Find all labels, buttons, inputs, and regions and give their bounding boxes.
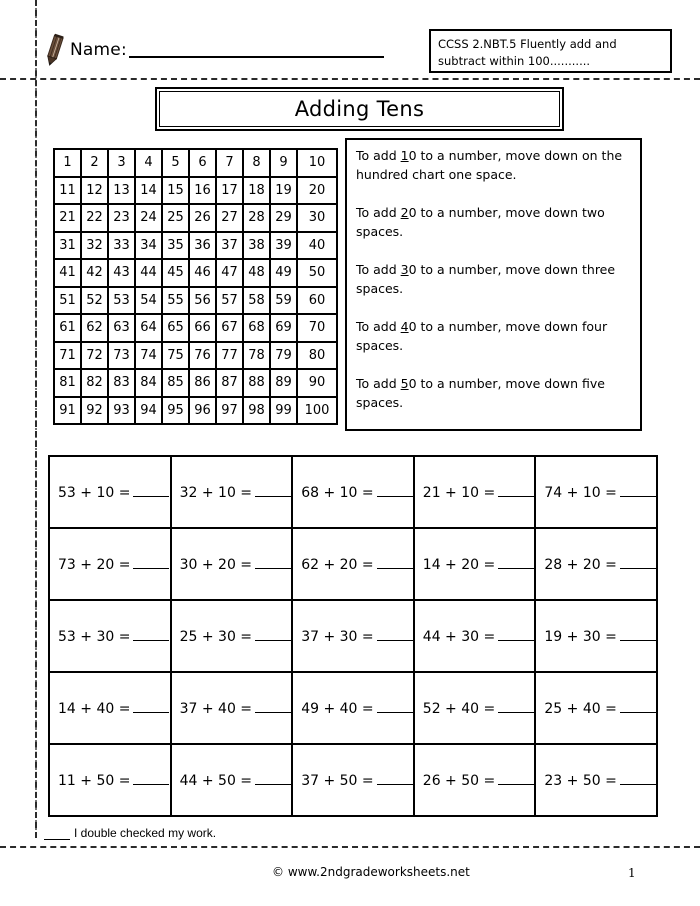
hundred-chart-cell: 69 <box>270 314 297 342</box>
hundred-chart-cell: 41 <box>54 259 81 287</box>
problem-expression: 21 + 10 = <box>422 485 496 501</box>
hundred-chart-cell: 35 <box>162 232 189 260</box>
answer-blank[interactable] <box>133 555 169 569</box>
hundred-chart-cell: 73 <box>108 342 135 370</box>
answer-blank[interactable] <box>620 627 656 641</box>
hundred-chart-cell: 63 <box>108 314 135 342</box>
page-title: Adding Tens <box>294 97 425 121</box>
hundred-chart-cell: 61 <box>54 314 81 342</box>
hundred-chart-cell: 99 <box>270 397 297 425</box>
hundred-chart-cell: 12 <box>81 177 108 205</box>
hundred-chart-cell: 51 <box>54 287 81 315</box>
problem-expression: 19 + 30 = <box>544 629 617 645</box>
problem-cell <box>171 528 293 600</box>
hundred-chart-cell: 7 <box>216 149 243 177</box>
hundred-chart-cell: 79 <box>270 342 297 370</box>
problem-cell <box>535 528 657 600</box>
hundred-chart-cell: 62 <box>81 314 108 342</box>
hundred-chart-cell: 29 <box>270 204 297 232</box>
worksheet-title-box <box>155 87 564 131</box>
hundred-chart-cell: 26 <box>189 204 216 232</box>
hundred-chart-cell: 18 <box>243 177 270 205</box>
ccss-standard-box <box>429 29 672 73</box>
hundred-chart-row <box>54 314 337 342</box>
hundred-chart-row <box>54 397 337 425</box>
problem-expression: 68 + 10 = <box>301 485 374 501</box>
hundred-chart-cell: 84 <box>135 369 162 397</box>
instruction-rest: 0 to a number, move down five spaces. <box>356 376 605 410</box>
hundred-chart-cell: 97 <box>216 397 243 425</box>
hundred-chart-cell: 14 <box>135 177 162 205</box>
hundred-chart-row <box>54 259 337 287</box>
answer-blank[interactable] <box>133 627 169 641</box>
instruction-rest: 0 to a number, move down two spaces. <box>356 205 605 239</box>
problem-cell <box>171 456 293 528</box>
hundred-chart-cell: 75 <box>162 342 189 370</box>
hundred-chart-cell: 30 <box>297 204 337 232</box>
instruction-underlined-digit: 2 <box>400 205 409 220</box>
table-row <box>49 456 657 528</box>
answer-blank[interactable] <box>133 483 169 497</box>
hundred-chart-cell: 60 <box>297 287 337 315</box>
hundred-chart-cell: 98 <box>243 397 270 425</box>
hundred-chart-cell: 40 <box>297 232 337 260</box>
instruction-line <box>356 203 631 241</box>
hundred-chart-cell: 20 <box>297 177 337 205</box>
hundred-chart-cell: 64 <box>135 314 162 342</box>
hundred-chart-cell: 72 <box>81 342 108 370</box>
hundred-chart-cell: 45 <box>162 259 189 287</box>
answer-blank[interactable] <box>498 555 534 569</box>
answer-blank[interactable] <box>377 555 413 569</box>
problem-cell <box>535 600 657 672</box>
pencil-icon <box>42 33 68 67</box>
answer-blank[interactable] <box>377 483 413 497</box>
hundred-chart-cell: 56 <box>189 287 216 315</box>
double-check-label: I double checked my work. <box>74 826 217 840</box>
hundred-chart-row <box>54 287 337 315</box>
problem-expression: 28 + 20 = <box>544 557 617 573</box>
hundred-chart-row <box>54 149 337 177</box>
instruction-rest: 0 to a number, move down on the hundred chart one space. <box>356 148 623 182</box>
problem-expression: 53 + 10 = <box>58 485 131 501</box>
hundred-chart-cell: 23 <box>108 204 135 232</box>
problem-cell <box>414 672 536 744</box>
instructions-box <box>345 138 642 431</box>
problem-cell <box>292 744 414 816</box>
answer-blank[interactable] <box>377 771 413 785</box>
hundred-chart-cell: 93 <box>108 397 135 425</box>
answer-blank[interactable] <box>620 699 656 713</box>
hundred-chart-cell: 65 <box>162 314 189 342</box>
hundred-chart-cell: 92 <box>81 397 108 425</box>
hundred-chart-cell: 78 <box>243 342 270 370</box>
answer-blank[interactable] <box>255 699 291 713</box>
answer-blank[interactable] <box>498 699 534 713</box>
instruction-underlined-digit: 3 <box>400 262 409 277</box>
hundred-chart-cell: 21 <box>54 204 81 232</box>
hundred-chart-cell: 10 <box>297 149 337 177</box>
hundred-chart-cell: 31 <box>54 232 81 260</box>
hundred-chart-cell: 25 <box>162 204 189 232</box>
instruction-underlined-digit: 4 <box>400 319 409 334</box>
hundred-chart-cell: 5 <box>162 149 189 177</box>
answer-blank[interactable] <box>133 699 169 713</box>
hundred-chart-row <box>54 342 337 370</box>
hundred-chart-cell: 17 <box>216 177 243 205</box>
hundred-chart-cell: 89 <box>270 369 297 397</box>
problem-cell <box>414 528 536 600</box>
hundred-chart-row <box>54 369 337 397</box>
hundred-chart-cell: 90 <box>297 369 337 397</box>
hundred-chart-cell: 16 <box>189 177 216 205</box>
problem-expression: 44 + 50 = <box>179 773 253 789</box>
hundred-chart-cell: 100 <box>297 397 337 425</box>
hundred-chart-cell: 32 <box>81 232 108 260</box>
problem-expression: 26 + 50 = <box>422 773 496 789</box>
copyright-notice: © www.2ndgradeworksheets.net <box>272 865 470 879</box>
instruction-line <box>356 260 631 298</box>
instruction-prefix: To add <box>356 148 401 163</box>
hundred-chart-cell: 67 <box>216 314 243 342</box>
answer-blank[interactable] <box>255 771 291 785</box>
hundred-chart-cell: 46 <box>189 259 216 287</box>
hundred-chart-cell: 48 <box>243 259 270 287</box>
instruction-prefix: To add <box>356 205 401 220</box>
ccss-standard-text: CCSS 2.NBT.5 Fluently add and subtract within 100........... <box>438 37 617 68</box>
hundred-chart-cell: 66 <box>189 314 216 342</box>
hundred-chart-body <box>54 149 337 424</box>
table-row <box>49 744 657 816</box>
hundred-chart-cell: 81 <box>54 369 81 397</box>
hundred-chart-cell: 43 <box>108 259 135 287</box>
name-label: Name: <box>70 40 127 60</box>
hundred-chart-cell: 36 <box>189 232 216 260</box>
problem-cell <box>49 528 171 600</box>
instruction-line <box>356 317 631 355</box>
problem-expression: 25 + 30 = <box>179 629 253 645</box>
problem-cell <box>414 744 536 816</box>
hundred-chart-cell: 91 <box>54 397 81 425</box>
hundred-chart-cell: 44 <box>135 259 162 287</box>
problem-expression: 30 + 20 = <box>179 557 253 573</box>
hundred-chart-cell: 57 <box>216 287 243 315</box>
hundred-chart-cell: 37 <box>216 232 243 260</box>
hundred-chart-cell: 2 <box>81 149 108 177</box>
page-margin-guide-top <box>0 78 700 80</box>
instruction-prefix: To add <box>356 376 401 391</box>
hundred-chart-cell: 22 <box>81 204 108 232</box>
problem-expression: 74 + 10 = <box>544 485 617 501</box>
problem-cell <box>49 672 171 744</box>
answer-blank[interactable] <box>498 483 534 497</box>
hundred-chart-row <box>54 177 337 205</box>
hundred-chart-cell: 11 <box>54 177 81 205</box>
problem-cell <box>292 600 414 672</box>
hundred-chart-cell: 55 <box>162 287 189 315</box>
hundred-chart-cell: 86 <box>189 369 216 397</box>
hundred-chart-row <box>54 204 337 232</box>
answer-blank[interactable] <box>620 555 656 569</box>
problem-expression: 49 + 40 = <box>301 701 374 717</box>
double-check-blank[interactable] <box>44 828 70 840</box>
problem-cell <box>171 672 293 744</box>
problem-cell <box>292 672 414 744</box>
problem-cell <box>292 528 414 600</box>
table-row <box>49 600 657 672</box>
problem-expression: 44 + 30 = <box>422 629 496 645</box>
hundred-chart-cell: 80 <box>297 342 337 370</box>
hundred-chart-cell: 27 <box>216 204 243 232</box>
hundred-chart-cell: 58 <box>243 287 270 315</box>
hundred-chart-cell: 34 <box>135 232 162 260</box>
problem-expression: 73 + 20 = <box>58 557 131 573</box>
instruction-underlined-digit: 1 <box>400 148 409 163</box>
hundred-chart-cell: 9 <box>270 149 297 177</box>
hundred-chart-cell: 4 <box>135 149 162 177</box>
table-row <box>49 528 657 600</box>
hundred-chart-cell: 38 <box>243 232 270 260</box>
hundred-chart-cell: 88 <box>243 369 270 397</box>
instruction-line <box>356 374 631 412</box>
hundred-chart-cell: 42 <box>81 259 108 287</box>
answer-blank[interactable] <box>498 771 534 785</box>
instruction-rest: 0 to a number, move down four spaces. <box>356 319 608 353</box>
hundred-chart-cell: 33 <box>108 232 135 260</box>
hundred-chart-cell: 6 <box>189 149 216 177</box>
hundred-chart-cell: 87 <box>216 369 243 397</box>
problem-expression: 14 + 40 = <box>58 701 131 717</box>
hundred-chart-cell: 74 <box>135 342 162 370</box>
hundred-chart-cell: 3 <box>108 149 135 177</box>
hundred-chart-cell: 71 <box>54 342 81 370</box>
page-margin-guide-bottom <box>0 846 700 848</box>
hundred-chart-cell: 68 <box>243 314 270 342</box>
table-row <box>49 672 657 744</box>
hundred-chart-cell: 54 <box>135 287 162 315</box>
hundred-chart-cell: 96 <box>189 397 216 425</box>
instruction-rest: 0 to a number, move down three spaces. <box>356 262 616 296</box>
answer-blank[interactable] <box>498 627 534 641</box>
hundred-chart-cell: 52 <box>81 287 108 315</box>
answer-blank[interactable] <box>377 699 413 713</box>
answer-blank[interactable] <box>377 627 413 641</box>
answer-blank[interactable] <box>620 483 656 497</box>
name-row <box>42 28 384 72</box>
problem-expression: 14 + 20 = <box>422 557 496 573</box>
problem-expression: 37 + 50 = <box>301 773 374 789</box>
hundred-chart-cell: 28 <box>243 204 270 232</box>
problem-grid <box>48 455 658 817</box>
hundred-chart-cell: 83 <box>108 369 135 397</box>
hundred-chart-cell: 85 <box>162 369 189 397</box>
problem-cell <box>49 600 171 672</box>
hundred-chart-row <box>54 232 337 260</box>
hundred-chart-cell: 8 <box>243 149 270 177</box>
problem-expression: 25 + 40 = <box>544 701 617 717</box>
hundred-chart-cell: 77 <box>216 342 243 370</box>
instruction-underlined-digit: 5 <box>400 376 409 391</box>
problem-cell <box>414 600 536 672</box>
hundred-chart-cell: 95 <box>162 397 189 425</box>
problem-expression: 37 + 40 = <box>179 701 253 717</box>
hundred-chart-cell: 53 <box>108 287 135 315</box>
problem-cell <box>171 600 293 672</box>
hundred-chart-cell: 59 <box>270 287 297 315</box>
problem-cell <box>292 456 414 528</box>
problem-cell <box>535 672 657 744</box>
problem-grid-body <box>49 456 657 816</box>
problem-expression: 62 + 20 = <box>301 557 374 573</box>
hundred-chart-cell: 94 <box>135 397 162 425</box>
hundred-chart-cell: 82 <box>81 369 108 397</box>
page-number: 1 <box>628 866 636 880</box>
problem-cell <box>49 456 171 528</box>
hundred-chart <box>53 148 338 425</box>
name-input-line[interactable] <box>129 42 384 58</box>
double-check-row <box>44 826 216 840</box>
hundred-chart-cell: 13 <box>108 177 135 205</box>
problem-expression: 23 + 50 = <box>544 773 617 789</box>
instruction-prefix: To add <box>356 262 401 277</box>
hundred-chart-cell: 47 <box>216 259 243 287</box>
instruction-line <box>356 146 631 184</box>
hundred-chart-cell: 1 <box>54 149 81 177</box>
problem-expression: 11 + 50 = <box>58 773 131 789</box>
hundred-chart-cell: 70 <box>297 314 337 342</box>
problem-expression: 52 + 40 = <box>422 701 496 717</box>
problem-expression: 32 + 10 = <box>179 485 253 501</box>
hundred-chart-cell: 19 <box>270 177 297 205</box>
answer-blank[interactable] <box>255 555 291 569</box>
problem-cell <box>171 744 293 816</box>
hundred-chart-cell: 49 <box>270 259 297 287</box>
answer-blank[interactable] <box>620 771 656 785</box>
problem-expression: 37 + 30 = <box>301 629 374 645</box>
hundred-chart-cell: 15 <box>162 177 189 205</box>
problem-expression: 53 + 30 = <box>58 629 131 645</box>
hundred-chart-cell: 76 <box>189 342 216 370</box>
answer-blank[interactable] <box>133 771 169 785</box>
hundred-chart-cell: 24 <box>135 204 162 232</box>
page-margin-guide-vertical <box>35 0 37 838</box>
hundred-chart-cell: 50 <box>297 259 337 287</box>
answer-blank[interactable] <box>255 627 291 641</box>
problem-cell <box>414 456 536 528</box>
problem-cell <box>49 744 171 816</box>
instruction-prefix: To add <box>356 319 401 334</box>
problem-cell <box>535 456 657 528</box>
hundred-chart-cell: 39 <box>270 232 297 260</box>
answer-blank[interactable] <box>255 483 291 497</box>
problem-cell <box>535 744 657 816</box>
